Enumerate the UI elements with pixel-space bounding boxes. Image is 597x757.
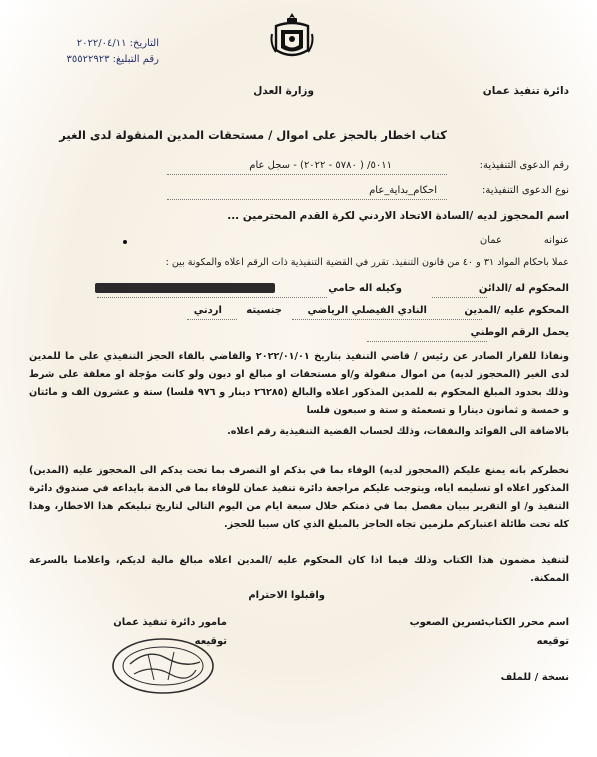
date-label: التاريخ: (129, 38, 159, 49)
redacted-agent-name (95, 283, 275, 293)
body-paragraph-4: لتنفيذ مضمون هذا الكتاب وذلك فيما اذا كان المحكوم عليه /المدين اعلاه مبالغ مالية لديكم، واعلامنا بالسرعة الممكنة. (29, 555, 569, 584)
officer-label: مامور دائرة تنفيذ عمان (113, 617, 227, 628)
debtor-field-line (292, 319, 482, 320)
writer-signature-label: توقيعه (536, 636, 569, 647)
case-number-value: ٥٠١١/ ( ٥٧٨٠ - ٢٠٢٢) - سجل عام (249, 160, 392, 171)
agent-label: وكيله اله حامي (328, 283, 402, 294)
address-label: عنوانه (543, 235, 569, 246)
case-number-label: رقم الدعوى التنفيذية: (479, 160, 569, 171)
closing-text: واقبلوا الاحترام (248, 590, 325, 601)
creditor-label: المحكوم له /الدائن (478, 283, 569, 294)
recipient-line: اسم المحجوز لديه /السادة الاتحاد الاردني لكرة القدم المحترمين ... (227, 210, 569, 222)
officer-signature-label: توقيعه (194, 636, 227, 647)
date-line (77, 38, 159, 51)
case-type-field-line (167, 199, 447, 200)
case-type-label: نوع الدعوى التنفيذية: (481, 185, 569, 196)
date-value: ٢٠٢٢/٠٤/١١ (76, 38, 127, 49)
department-name: دائرة تنفيذ عمان (482, 85, 569, 97)
nationality-value: اردني (193, 305, 222, 316)
debtor-value: النادي الفيصلي الرياضي (307, 305, 427, 316)
nationality-label: جنسيته (246, 305, 282, 316)
agent-field-line (97, 297, 327, 298)
document-title: كتاب اخطار بالحجز على اموال / مستحقات المدين المنقولة لدى الغير (59, 128, 447, 142)
debtor-label: المحكوم عليه /المدين (464, 305, 569, 316)
writer-name: نسرين الصعوب (409, 617, 485, 628)
ministry-name: وزارة العدل (253, 85, 314, 97)
copy-label: نسخة / للملف (500, 672, 569, 683)
intro-text: عملا باحكام المواد ٣١ و ٤٠ من قانون التنفيذ. تقرر في القضية التنفيذية ذات الرقم اعلاه والمكونة بين : (165, 257, 569, 268)
official-stamp (108, 634, 218, 698)
body-paragraph-3: نخطركم بانه يمنع عليكم (المحجوز لديه) الوفاء بما في بذكم او التصرف بما تحت يدكم الى المحجوز عليه (المدين) المذكور اعلاه او تسليمه اياه، ويتوجب عليكم مراجعة دائرة تنفيذ عمان للوفاء بما في الذمة بايداعه في صندوق دائرة التنفيذ و/ او التقرير ببيان مفصل بما في ذمتكم خلال سبعة ايام من اليوم التالي لتاريخ تبليغكم هذا الاخطار، وهذا كله تحت طائلة اعتباركم ملزمين تجاه الحاجز بالمبلغ الذي كان سببا للحجز. (29, 465, 569, 530)
notify-no-line (67, 54, 159, 67)
national-id-label: يحمل الرقم الوطني (470, 327, 569, 338)
case-number-field-line (167, 174, 447, 175)
ink-dot (123, 240, 127, 244)
notify-no-label: رقم التبليغ: (112, 54, 159, 65)
case-type-value: احكام_بداية_عام (369, 185, 437, 196)
body-paragraph-2: بالاضافة الى الفوائد والنفقات، وذلك لحساب القضية التنفيذية رقم اعلاه. (227, 426, 569, 437)
writer-label: اسم محرر الكتاب: (480, 617, 569, 628)
coat-of-arms-icon (266, 10, 318, 62)
nationality-field-line (187, 319, 237, 320)
national-id-field-line (367, 341, 487, 342)
address-value: عمان (479, 235, 502, 246)
body-paragraph-1: ونفاذا للقرار الصادر عن رئيس / قاضي التنفيذ بتاريخ ٢٠٢٢/٠١/٠١ والقاضي بالقاء الحجز التنفيذي على ما للمدين لدى الغير (المحجوز لديه) من اموال منقولة و/او مستحقات او مبالغ او ديون ولو كانت مؤجلة او معلقة على شرط وذلك بحدود المبلغ المحكوم به للمدين المذكور اعلاه والبالغ (٢٦٢٨٥ دينار و ٩٧٦ فلسا) ستة و عشرون الف و مائتان و خمسة و ثمانون دينارا و تسعمئة و ستة و سبعون فلسا (29, 351, 570, 416)
creditor-field-line (432, 297, 487, 298)
notify-no-value: ٣٥٥٢٢٩٢٣ (66, 54, 110, 65)
